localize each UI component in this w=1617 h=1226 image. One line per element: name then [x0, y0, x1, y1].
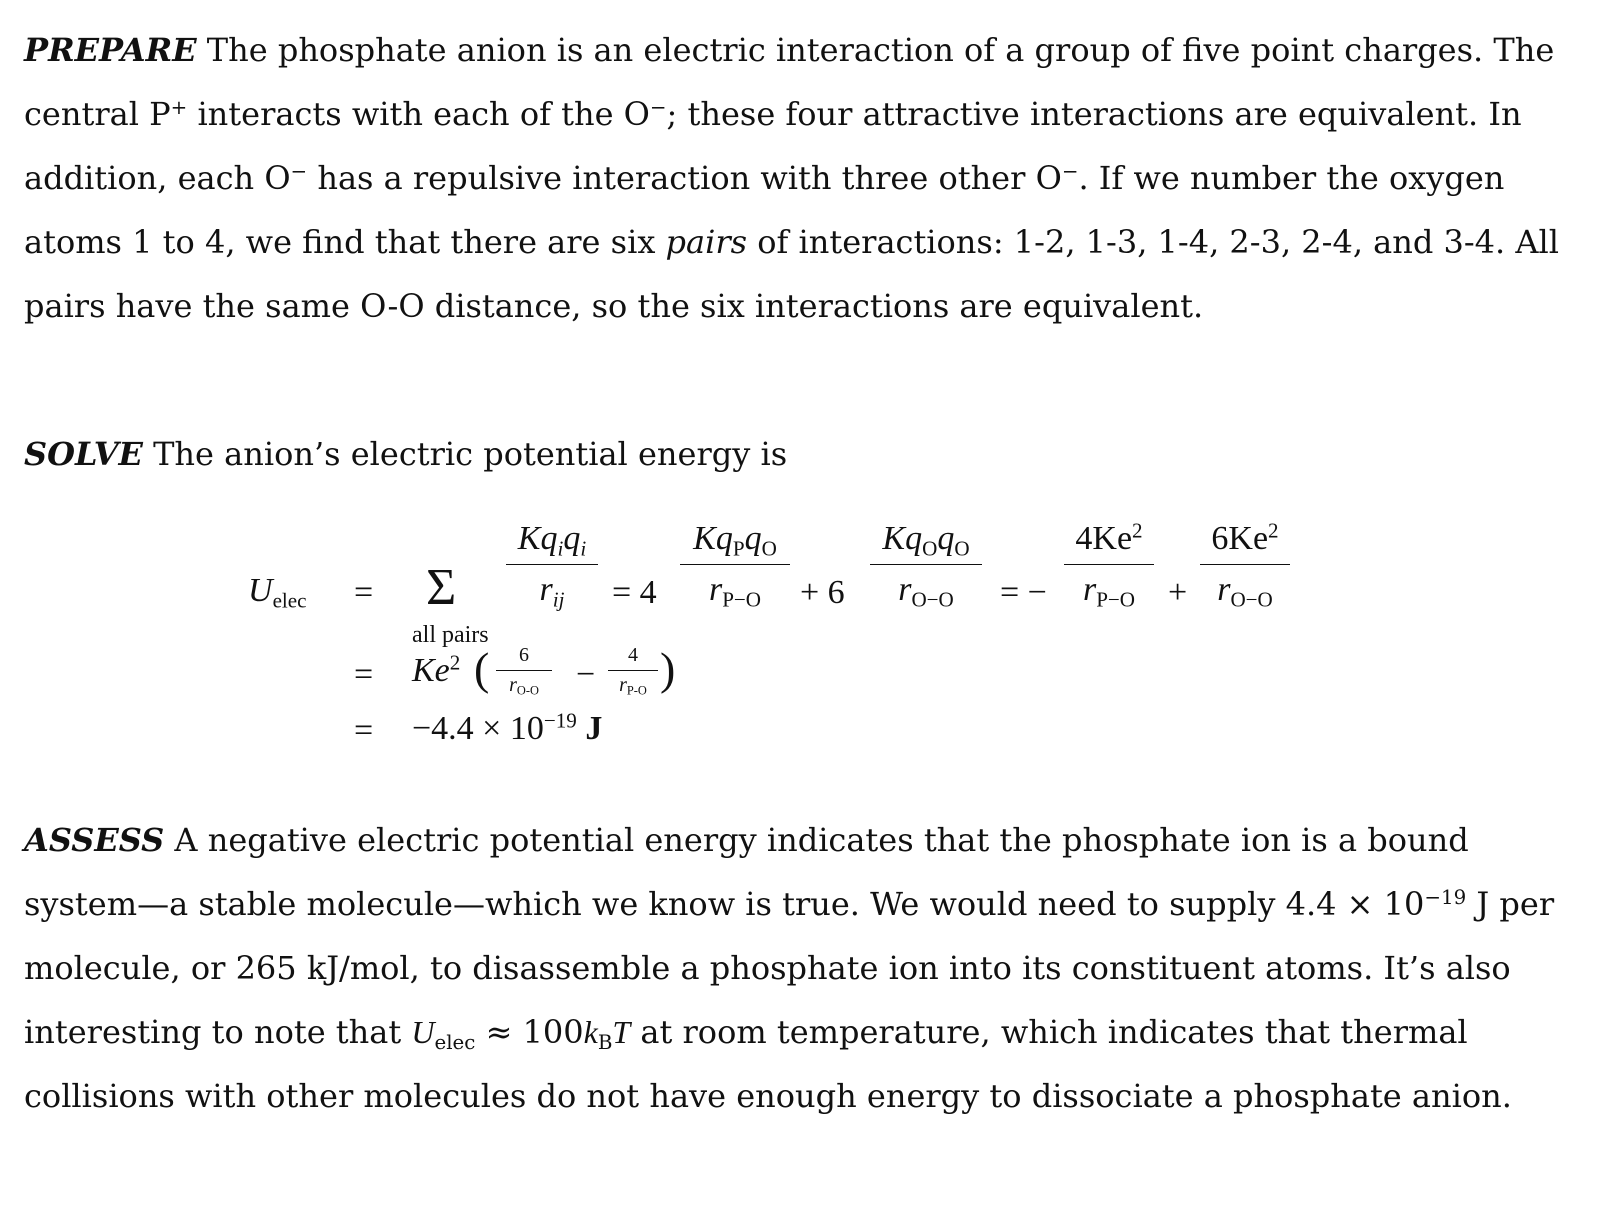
assess-text-4: at room temperature, which indicates that thermal collisions with other molecules do not have enough energy to dissociate a phosphate anion. — [24, 1013, 1512, 1115]
equals-sign-2: = — [354, 656, 374, 693]
plus-six: + 6 — [800, 574, 845, 611]
assess-paragraph — [24, 808, 1584, 1128]
pairs-emphasis: pairs — [665, 223, 748, 261]
fraction-kqq-rij: $Kq_iq_i$ $r_{ij}$ — [506, 520, 598, 609]
solve-text: The anion’s electric potential energy is — [142, 435, 788, 473]
fraction-kqpqo-rpo: $Kq_Pq_O$ $r_{P-O}$ — [680, 520, 790, 609]
assess-text-2: J per molecule, or 265 kJ/mol, to disassemble a phosphate ion into its constituent atoms. It’s also interesting to note that — [24, 885, 1555, 1051]
ke-squared: Ke$^2$ — [412, 650, 461, 689]
fraction-6-roo: 6 $r_{O-O}$ — [496, 644, 552, 697]
solve-lead: SOLVE — [24, 435, 143, 473]
prepare-lead: PREPARE — [24, 31, 197, 69]
sigma-subscript: all pairs — [412, 622, 489, 648]
assess-u: U — [411, 1014, 435, 1050]
prepare-text-4: has a repulsive interaction with three other O — [307, 159, 1062, 197]
fraction-4ke2-rpo: 4Ke$^2$ $r_{P-O}$ — [1064, 520, 1154, 609]
equals-minus: = − — [1000, 574, 1047, 611]
equals-sign-1: = — [354, 574, 374, 611]
equals-sign-3: = — [354, 712, 374, 749]
fraction-4-rpo: 4 $r_{P-O}$ — [608, 644, 658, 697]
assess-text-3: ≈ 100 — [475, 1013, 584, 1051]
plus-sign: + — [1168, 574, 1188, 611]
equation-block — [0, 520, 1617, 820]
fraction-6ke2-roo: 6Ke$^2$ $r_{O-O}$ — [1200, 520, 1290, 609]
equals-four: = 4 — [612, 574, 657, 611]
lhs-u-elec: $U_{elec}$ — [248, 572, 307, 613]
minus-sign: − — [576, 656, 596, 693]
prepare-text-1: The phosphate anion is an electric interaction of a group of five point charges. The central P — [24, 31, 1555, 133]
fraction-kqoqo-roo: $Kq_Oq_O$ $r_{O-O}$ — [870, 520, 982, 609]
solve-paragraph — [24, 422, 1584, 486]
assess-exponent: −19 — [1424, 886, 1467, 910]
prepare-text-2: interacts with each of the O — [187, 95, 650, 133]
prepare-text-3: ; these four attractive interactions are equivalent. In addition, each O — [24, 95, 1522, 197]
assess-t: T — [612, 1014, 631, 1050]
open-paren: ( — [474, 643, 490, 694]
assess-k: k — [583, 1014, 598, 1050]
assess-k-sub: B — [597, 1030, 613, 1054]
assess-u-sub: elec — [434, 1030, 476, 1054]
result-value: $-4.4 \times 10^{-19}$ J — [412, 708, 603, 747]
assess-lead: ASSESS — [24, 821, 165, 859]
close-paren: ) — [660, 643, 676, 694]
prepare-text-5: . If we number the oxygen atoms 1 to 4, we find that there are six — [24, 159, 1505, 261]
prepare-text-6: of interactions: 1-2, 1-3, 1-4, 2-3, 2-4, and 3-4. All pairs have the same O-O distance, so the six interactions are equivalent. — [24, 223, 1559, 325]
prepare-paragraph: PREPARE The phosphate anion is an electric interaction of a group of five point charges. The central P+ interacts with each of the O−; these four attractive interactions are equivalent. In addition, each O− has a repulsive interaction with three other O−. If we number the oxygen atoms 1 to 4, we find that there are six pairs of interactions: 1-2, 1-3, 1-4, 2-3, 2-4, and 3-4. All pairs have the same O-O distance, so the six interactions are equivalent. — [24, 31, 1559, 325]
sigma-symbol: Σ — [426, 559, 457, 616]
assess-text-1: A negative electric potential energy indicates that the phosphate ion is a bound system—a stable molecule—which we know is true. We would need to supply 4.4 × 10 — [24, 821, 1469, 923]
